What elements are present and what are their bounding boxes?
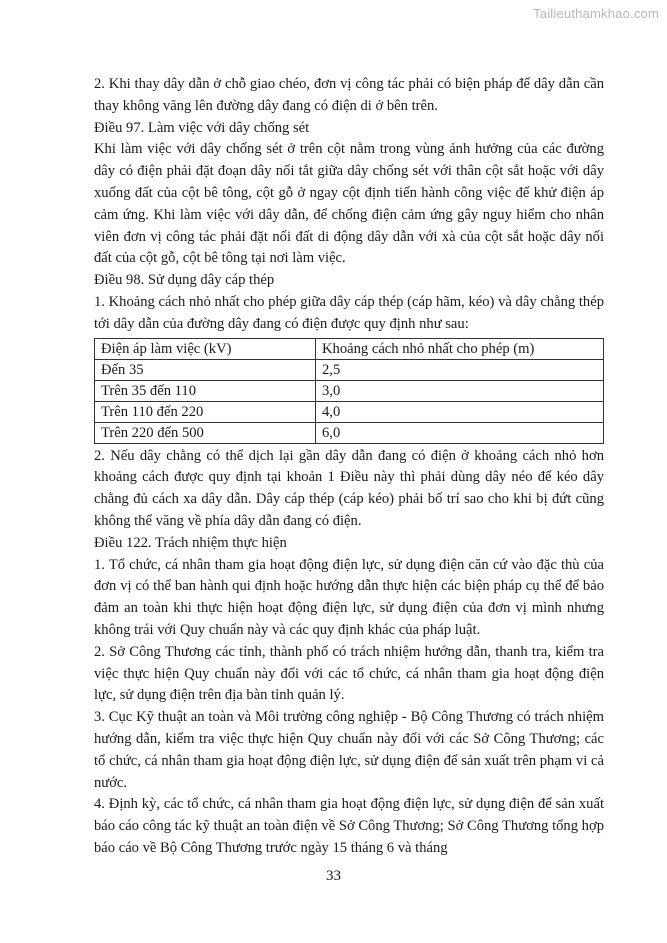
clearance-table: [94, 338, 604, 444]
table-header-row: [95, 338, 604, 359]
section-heading: Điều 98. Sử dụng dây cáp thép: [94, 272, 275, 289]
section-heading: Điều 97. Làm việc với dây chống sét: [94, 119, 310, 136]
table-cell: 4,0: [316, 401, 604, 422]
paragraph: 3. Cục Kỹ thuật an toàn và Môi trường công nghiệp - Bộ Công Thương có trách nhiệm hướng dẫn, kiểm tra việc thực hiện Quy chuẩn này đối với các Sở Công Thương; các tổ chức, cá nhân tham gia hoạt động điện lực, sử dụng điện để sản xuất trên phạm vi cả nước.: [94, 709, 604, 791]
section-heading: Điều 122. Trách nhiệm thực hiện: [94, 534, 287, 551]
table-cell: 2,5: [316, 359, 604, 380]
paragraph: 2. Nếu dây chằng có thể dịch lại gần dây dẫn đang có điện ở khoảng cách nhỏ hơn khoảng cách được quy định tại khoản 1 Điều này thì phải dùng dây néo để kéo dây chằng đủ cách xa dây dẫn. Dây cáp thép (cáp kéo) phải bố trí sao cho khi bị đứt cũng không thể văng về phía dây dẫn đang có điện.: [94, 447, 604, 529]
table-cell: 3,0: [316, 380, 604, 401]
paragraph: 4. Định kỳ, các tổ chức, cá nhân tham gia hoạt động điện lực, sử dụng điện để sản xuất báo cáo công tác kỹ thuật an toàn điện về Sở Công Thương; Sở Công Thương tổng hợp báo cáo về Bộ Công Thương trước ngày 15 tháng 6 và tháng: [94, 796, 604, 856]
table-row: [95, 359, 604, 380]
paragraph: 1. Tổ chức, cá nhân tham gia hoạt động điện lực, sử dụng điện căn cứ vào đặc thù của đơn vị có thể ban hành qui định hoặc hướng dẫn thực hiện các biện pháp cụ thể để bảo đảm an toàn khi thực hiện hoạt động điện lực, sử dụng điện của đơn vị mình nhưng không trái với Quy chuẩn này và các quy định khác của pháp luật.: [94, 556, 604, 638]
table-cell: Đến 35: [95, 359, 316, 380]
paragraph: 2. Khi thay dây dẫn ở chỗ giao chéo, đơn vị công tác phải có biện pháp để dây dẫn cần thay không văng lên đường dây đang có điện di ở bên trên.: [94, 76, 604, 114]
table-cell: Trên 35 đến 110: [95, 380, 316, 401]
paragraph: Khi làm việc với dây chống sét ở trên cột nằm trong vùng ảnh hưởng của các đường dây có điện phải đặt đoạn dây nối tắt giữa dây chống sét với thân cột sắt hoặc với dây xuống đất của cột bê tông, cột gỗ ở ngay cột định tiến hành công việc để khử điện áp cảm ứng. Khi làm việc với dây dẫn, để chống điện cảm ứng gây nguy hiểm cho nhân viên đơn vị công tác phải đặt nối đất di động dây dẫn với xà của cột sắt hoặc dây nối đất của cột gỗ, cột bê tông tại nơi làm việc.: [94, 141, 604, 267]
table-cell: Trên 110 đến 220: [95, 401, 316, 422]
table-row: [95, 401, 604, 422]
page-number: 33: [326, 868, 341, 884]
paragraph: 1. Khoảng cách nhỏ nhất cho phép giữa dây cáp thép (cáp hãm, kéo) và dây chằng thép tới dây dẫn của đường dây đang có điện được quy định như sau:: [94, 293, 604, 332]
table-row: [95, 380, 604, 401]
table-header-cell: Điện áp làm việc (kV): [95, 338, 316, 359]
table-header-cell: Khoảng cách nhỏ nhất cho phép (m): [316, 338, 604, 359]
document-body: [94, 74, 604, 860]
watermark: Tailieuthamkhao.com: [533, 6, 659, 21]
table-row: [95, 422, 604, 443]
table-cell: Trên 220 đến 500: [95, 422, 316, 443]
table-cell: 6,0: [316, 422, 604, 443]
paragraph: 2. Sở Công Thương các tỉnh, thành phố có trách nhiệm hướng dẫn, thanh tra, kiểm tra việc thực hiện Quy chuẩn này đối với các tổ chức, cá nhân tham gia hoạt động điện lực, sử dụng điện trên địa bàn tỉnh quản lý.: [94, 643, 604, 704]
